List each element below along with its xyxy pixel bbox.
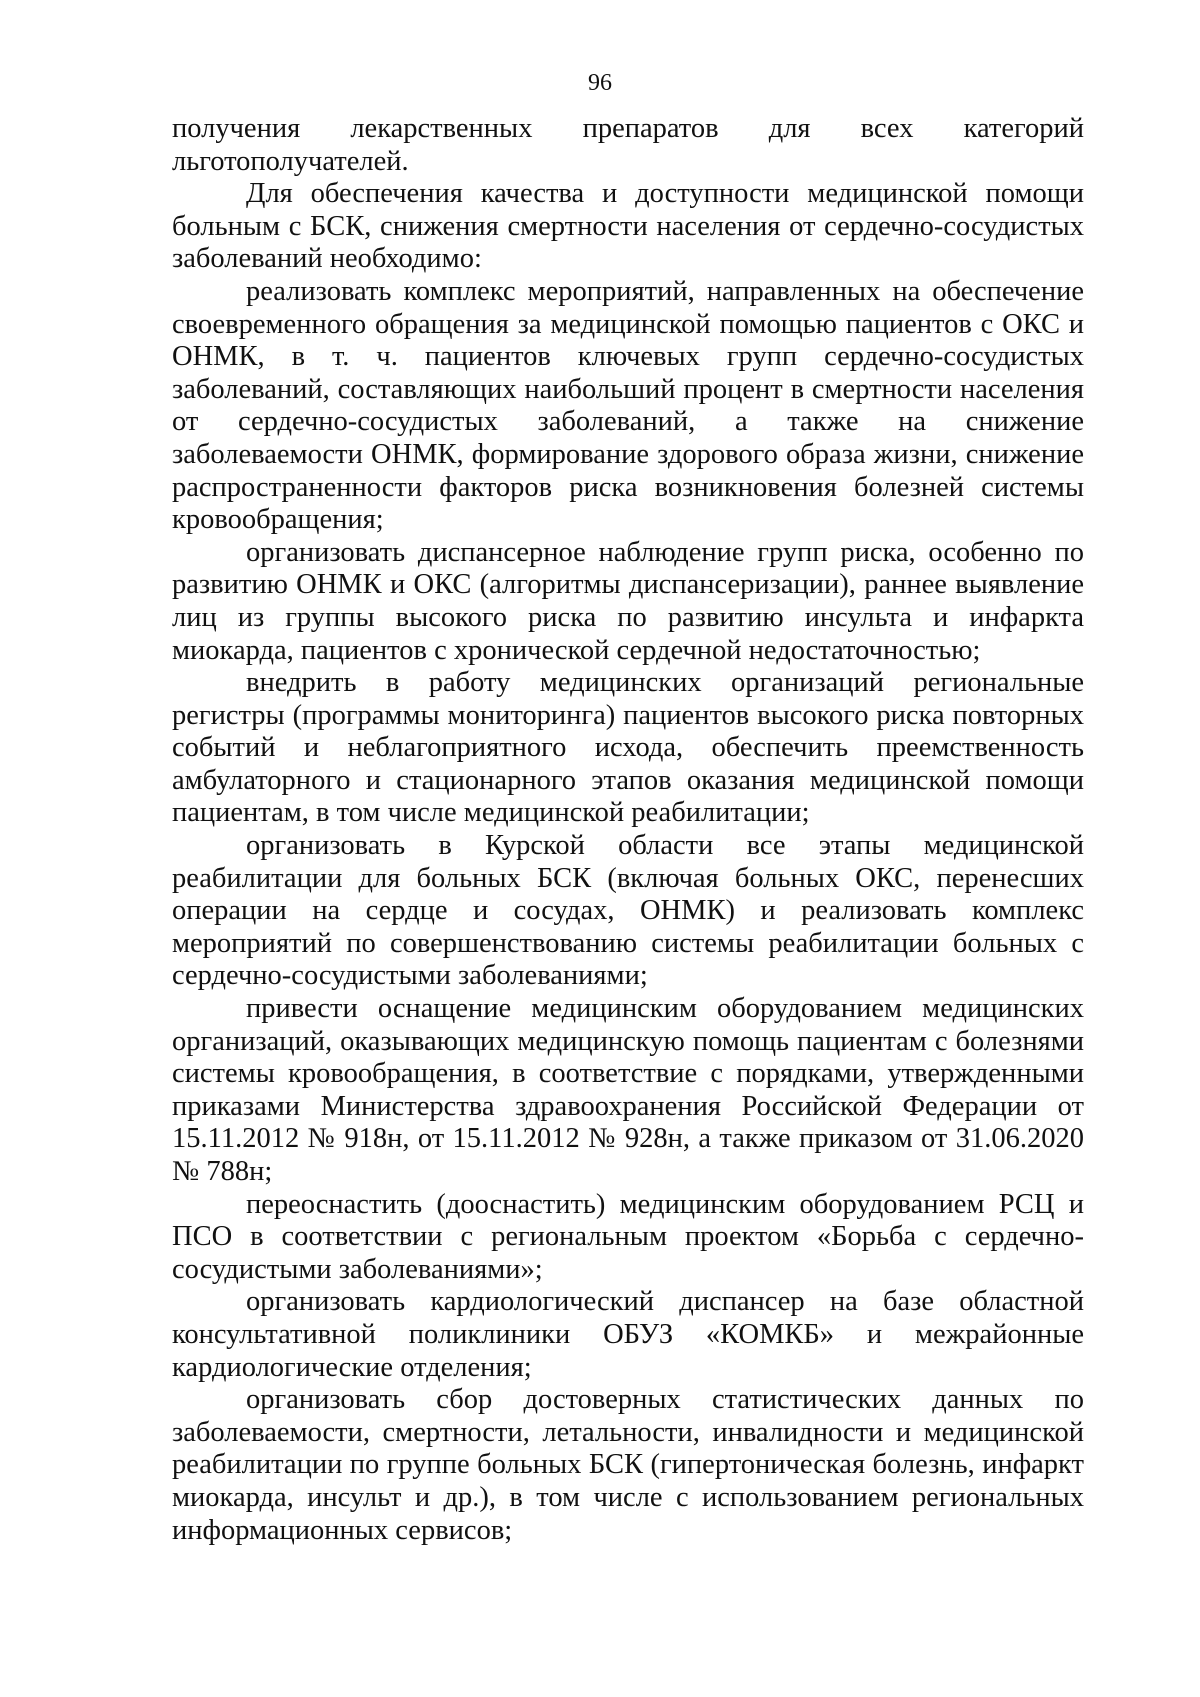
paragraph-measure: реализовать комплекс мероприятий, направленных на обеспечение своевременного обращения за медицинской помощью пациентов с ОКС и ОНМК, в т. ч. пациентов ключевых групп сердечно-сосудистых заболеваний, составляющих наибольший процент в смертности населения от сердечно-сосудистых заболеваний, а также на снижение заболеваемости ОНМК, формирование здорового образа жизни, снижение распространенности факторов риска возникновения болезней системы кровообращения; <box>172 275 1084 536</box>
paragraph-continuation: получения лекарственных препаратов для всех категорий льготополучателей. <box>172 113 1084 177</box>
page-number: 96 <box>588 70 612 96</box>
paragraph-measure: привести оснащение медицинским оборудованием медицинских организаций, оказывающих медицинскую помощь пациентам с болезнями системы кровообращения, в соответствие с порядками, утвержденными приказами Министерства здравоохранения Российской Федерации от 15.11.2012 № 918н, от 15.11.2012 № 928н, а также приказом от 31.06.2020 № 788н; <box>172 993 1084 1187</box>
paragraph-measure: переоснастить (дооснастить) медицинским оборудованием РСЦ и ПСО в соответствии с региональным проектом «Борьба с сердечно-сосудистыми заболеваниями»; <box>172 1188 1084 1285</box>
paragraph-measure: организовать кардиологический диспансер на базе областной консультативной поликлиники ОБУЗ «КОМКБ» и межрайонные кардиологические отделения; <box>172 1286 1084 1383</box>
paragraph-intro: Для обеспечения качества и доступности медицинской помощи больным с БСК, снижения смертности населения от сердечно-сосудистых заболеваний необходимо: <box>172 178 1084 275</box>
paragraph-measure: организовать в Курской области все этапы медицинской реабилитации для больных БСК (включая больных ОКС, перенесших операции на сердце и сосудах, ОНМК) и реализовать комплекс мероприятий по совершенствованию системы реабилитации больных с сердечно-сосудистыми заболеваниями; <box>172 830 1084 992</box>
paragraph-measure: организовать сбор достоверных статистических данных по заболеваемости, смертности, летальности, инвалидности и медицинской реабилитации по группе больных БСК (гипертоническая болезнь, инфаркт миокарда, инсульт и др.), в том числе с использованием региональных информационных сервисов; <box>172 1384 1084 1546</box>
paragraph-measure: внедрить в работу медицинских организаций региональные регистры (программы мониторинга) пациентов высокого риска повторных событий и неблагоприятного исхода, обеспечить преемственность амбулаторного и стационарного этапов оказания медицинской помощи пациентам, в том числе медицинской реабилитации; <box>172 667 1084 829</box>
document-body <box>172 113 1084 1547</box>
paragraph-measure: организовать диспансерное наблюдение групп риска, особенно по развитию ОНМК и ОКС (алгоритмы диспансеризации), раннее выявление лиц из группы высокого риска по развитию инсульта и инфаркта миокарда, пациентов с хронической сердечной недостаточностью; <box>172 536 1084 666</box>
